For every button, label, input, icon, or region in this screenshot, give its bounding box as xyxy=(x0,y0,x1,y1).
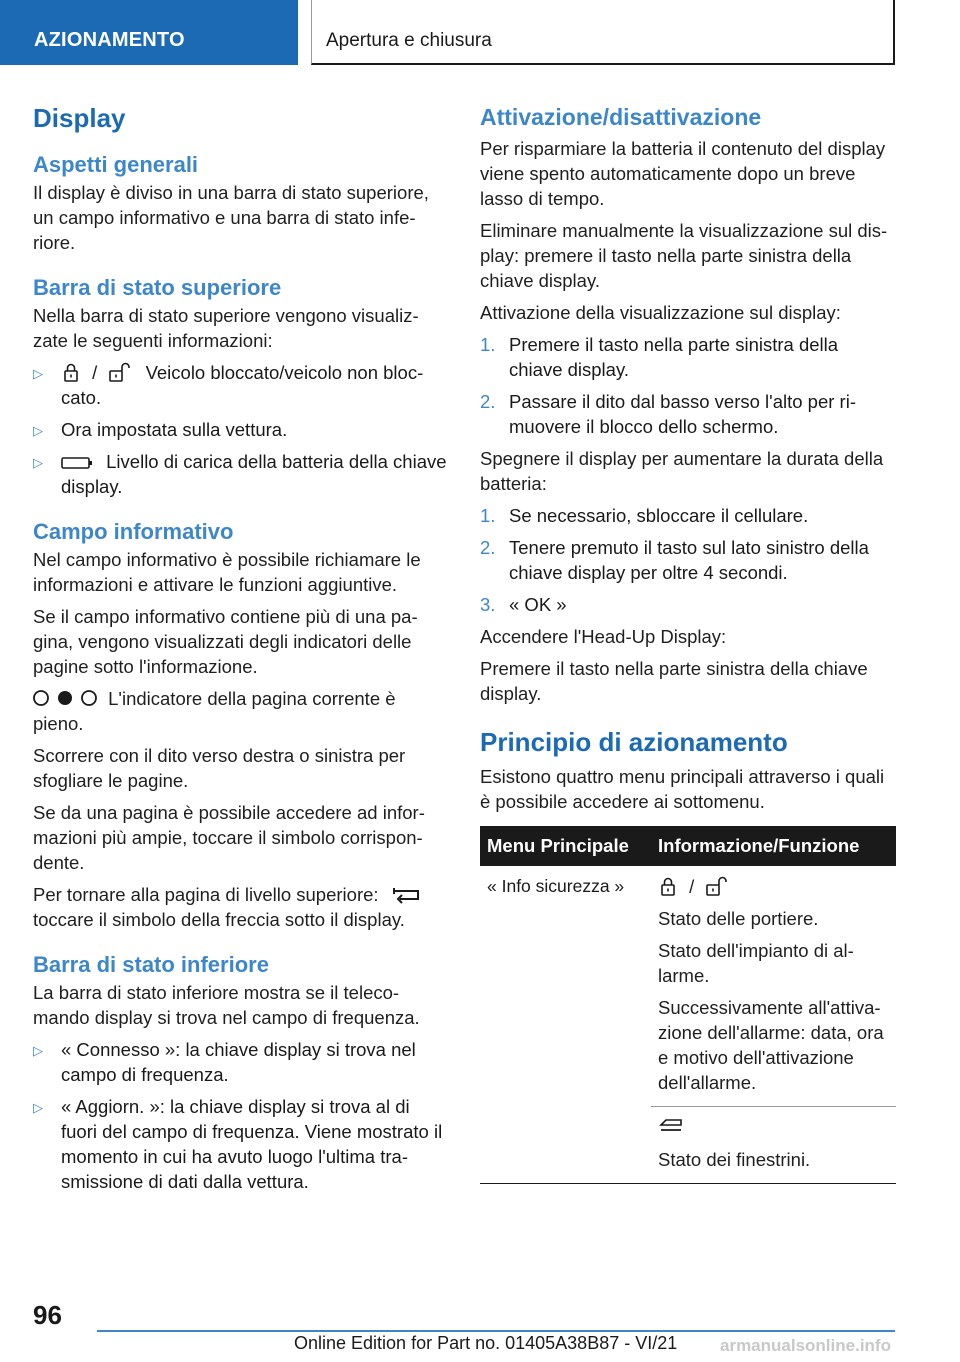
info-text-3 xyxy=(33,686,447,736)
info-text-6a: Per tornare alla pagina di livello superiore: xyxy=(33,884,379,905)
table-header-info: Informazione/Funzione xyxy=(651,826,896,866)
step-item: 3. « OK » xyxy=(480,594,567,615)
page-dots-icon xyxy=(33,688,97,708)
footer-divider xyxy=(97,1330,895,1332)
lock-closed-icon xyxy=(61,362,81,382)
activation-text-2: Eliminare manualmente la visualizzazione sul display: premere il tasto nella parte sinistra della chiave display. xyxy=(480,220,888,291)
triangle-bullet-icon: ▷ xyxy=(33,1100,43,1115)
lock-closed-icon xyxy=(658,876,678,896)
list-item-text: « Connesso »: la chiave display si trova nel campo di frequenza. xyxy=(61,1039,416,1085)
lock-open-icon xyxy=(108,362,134,382)
activation-text-5: Accendere l'Head-Up Display: xyxy=(480,626,727,647)
activation-heading: Attivazione/disattivazione xyxy=(480,104,762,130)
info-text-3-label: L'indicatore della pagina corrente è pieno. xyxy=(33,688,396,734)
triangle-bullet-icon: ▷ xyxy=(33,423,43,438)
triangle-bullet-icon: ▷ xyxy=(33,1043,43,1058)
bottom-bar-list xyxy=(33,1037,447,1194)
info-line: Stato dell'impianto di allarme. xyxy=(658,940,854,986)
top-bar-text: Nella barra di stato superiore vengono visualizzate le seguenti informazioni: xyxy=(33,305,419,351)
battery-icon xyxy=(61,455,93,471)
general-text: Il display è diviso in una barra di stato superiore, un campo informativo e una barra di stato inferiore. xyxy=(33,182,429,253)
right-column xyxy=(480,100,896,1184)
table-cell-menu: « Info sicurezza » xyxy=(480,866,651,1184)
info-text-6 xyxy=(33,882,447,932)
list-item-text: « Aggiorn. »: la chiave display si trova al di fuori del campo di frequenza. Viene mostrato il momento in cui ha avuto luogo l'ultima trasmissione di dati dalla vettura. xyxy=(61,1096,443,1192)
principle-heading: Principio di azionamento xyxy=(480,727,788,757)
activation-text-4: Spegnere il display per aumentare la durata della batteria: xyxy=(480,448,884,494)
list-item xyxy=(33,417,447,442)
list-item xyxy=(33,1037,447,1087)
top-bar-heading: Barra di stato superiore xyxy=(33,275,282,300)
activation-text-1: Per risparmiare la batteria il contenuto del display viene spento automaticamente dopo un breve lasso di tempo. xyxy=(480,138,886,209)
step-item: 2. Passare il dito dal basso verso l'alto per rimuovere il blocco dello schermo. xyxy=(480,391,856,437)
list-item-text: Ora impostata sulla vettura. xyxy=(61,419,288,440)
activation-steps xyxy=(480,332,896,439)
list-item xyxy=(33,449,447,499)
edition-text: Online Edition for Part no. 01405A38B87 - VI/21 xyxy=(294,1333,678,1353)
activation-text-3: Attivazione della visualizzazione sul display: xyxy=(480,302,841,323)
activation-text-6: Premere il tasto nella parte sinistra della chiave display. xyxy=(480,658,868,704)
step-item: 2. Tenere premuto il tasto sul lato sinistro della chiave display per oltre 4 secondi. xyxy=(480,537,869,583)
section-tab xyxy=(0,0,298,65)
triangle-bullet-icon: ▷ xyxy=(33,366,43,381)
info-line: Successivamente all'attivazione dell'allarme: data, ora e motivo dell'attivazione dell'allarme. xyxy=(658,997,884,1093)
info-line: Stato delle portiere. xyxy=(658,908,819,929)
table-header-menu: Menu Principale xyxy=(480,826,651,866)
step-item: 1. Se necessario, sbloccare il cellulare. xyxy=(480,505,809,526)
lock-separator: / xyxy=(689,876,695,897)
list-item xyxy=(33,1094,447,1194)
chapter-title: Apertura e chiusura xyxy=(326,30,492,51)
table-cell-info xyxy=(651,866,896,1107)
list-item-text: Veicolo bloccato/veicolo non bloccato. xyxy=(61,362,424,408)
bottom-bar-text: La barra di stato inferiore mostra se il telecomando display si trova nel campo di frequenza. xyxy=(33,982,420,1028)
off-steps xyxy=(480,503,896,617)
triangle-bullet-icon: ▷ xyxy=(33,455,43,470)
bottom-bar-heading: Barra di stato inferiore xyxy=(33,952,269,977)
info-text-2: Se il campo informativo contiene più di una pagina, vengono visualizzati degli indicatori delle pagine sotto l'informazione. xyxy=(33,606,418,677)
top-bar-list xyxy=(33,360,447,499)
info-text-4: Scorrere con il dito verso destra o sinistra per sfogliare le pagine. xyxy=(33,745,406,791)
window-icon xyxy=(658,1117,684,1137)
step-item: 1. Premere il tasto nella parte sinistra della chiave display. xyxy=(480,334,839,380)
chapter-tab xyxy=(311,0,895,65)
info-text-1: Nel campo informativo è possibile richiamare le informazioni e attivare le funzioni aggiuntive. xyxy=(33,549,421,595)
list-item-text: Livello di carica della batteria della chiave display. xyxy=(61,451,447,497)
principle-text: Esistono quattro menu principali attraverso i quali è possibile accedere ai sottomenu. xyxy=(480,766,885,812)
left-column xyxy=(33,100,447,1201)
lock-separator: / xyxy=(92,362,98,383)
lock-icons-line xyxy=(658,874,889,899)
section-title: AZIONAMENTO xyxy=(34,29,185,51)
watermark: armanualsonline.info xyxy=(720,1336,891,1355)
back-arrow-icon xyxy=(390,884,424,904)
info-line: Stato dei finestrini. xyxy=(658,1149,811,1170)
table-row xyxy=(480,866,896,1107)
page-title: Display xyxy=(33,103,126,133)
info-text-6b: toccare il simbolo della freccia sotto il display. xyxy=(33,909,405,930)
table-cell-info xyxy=(651,1107,896,1184)
info-heading: Campo informativo xyxy=(33,519,234,544)
lock-open-icon xyxy=(705,876,731,896)
menu-table xyxy=(480,826,896,1184)
list-item xyxy=(33,360,447,410)
info-text-5: Se da una pagina è possibile accedere ad informazioni più ampie, toccare il simbolo corrispondente. xyxy=(33,802,425,873)
general-heading: Aspetti generali xyxy=(33,152,199,177)
window-icon-line xyxy=(658,1115,889,1140)
page-number: 96 xyxy=(33,1300,62,1330)
